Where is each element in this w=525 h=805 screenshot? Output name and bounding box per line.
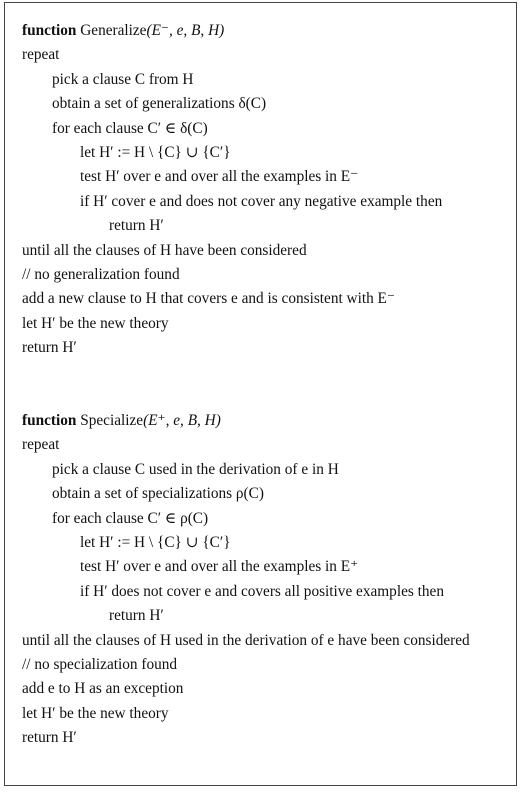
test-line: test H′ over e and over all the examples in E⁻ bbox=[80, 168, 359, 186]
repeat-line: repeat bbox=[22, 436, 60, 454]
until-line: until all the clauses of H used in the derivation of e have been considered bbox=[22, 631, 470, 649]
test-line: test H′ over e and over all the examples in E⁺ bbox=[80, 558, 359, 576]
function-args: (E⁺, e, B, H) bbox=[143, 412, 221, 429]
add-exception-line: add e to H as an exception bbox=[22, 680, 184, 698]
return-line: return H′ bbox=[22, 339, 77, 357]
function-keyword: function bbox=[22, 412, 77, 429]
function-name: Specialize bbox=[80, 412, 144, 429]
obtain-generalizations-line: obtain a set of generalizations δ(C) bbox=[52, 95, 267, 113]
until-line: until all the clauses of H have been considered bbox=[22, 241, 307, 259]
specialize-signature bbox=[22, 409, 470, 433]
let-line: let H′ := H \ {C} ∪ {C′} bbox=[80, 143, 231, 161]
pick-clause-line: pick a clause C from H bbox=[52, 70, 194, 88]
obtain-specializations-line: obtain a set of specializations ρ(C) bbox=[52, 485, 264, 503]
for-each-line: for each clause C′ ∈ ρ(C) bbox=[52, 509, 209, 527]
if-line: if H′ cover e and does not cover any negative example then bbox=[80, 192, 443, 210]
generalize-signature bbox=[22, 19, 442, 43]
repeat-line: repeat bbox=[22, 46, 60, 64]
let-theory-line: let H′ be the new theory bbox=[22, 704, 169, 722]
for-each-line: for each clause C′ ∈ δ(C) bbox=[52, 119, 208, 137]
add-clause-line: add a new clause to H that covers e and is consistent with E⁻ bbox=[22, 290, 395, 308]
comment-line: // no specialization found bbox=[22, 655, 178, 673]
pick-clause-line: pick a clause C used in the derivation of e in H bbox=[52, 460, 339, 478]
let-line: let H′ := H \ {C} ∪ {C′} bbox=[80, 533, 231, 551]
generalize-algorithm bbox=[22, 19, 442, 360]
function-name: Generalize bbox=[80, 22, 147, 39]
return-inner-line: return H′ bbox=[109, 607, 164, 625]
specialize-algorithm bbox=[22, 409, 470, 750]
function-args: (E⁻, e, B, H) bbox=[146, 22, 225, 39]
return-inner-line: return H′ bbox=[109, 217, 164, 235]
comment-line: // no generalization found bbox=[22, 265, 180, 283]
if-line: if H′ does not cover e and covers all positive examples then bbox=[80, 582, 444, 600]
function-keyword: function bbox=[22, 22, 77, 39]
let-theory-line: let H′ be the new theory bbox=[22, 314, 169, 332]
return-line: return H′ bbox=[22, 729, 77, 747]
